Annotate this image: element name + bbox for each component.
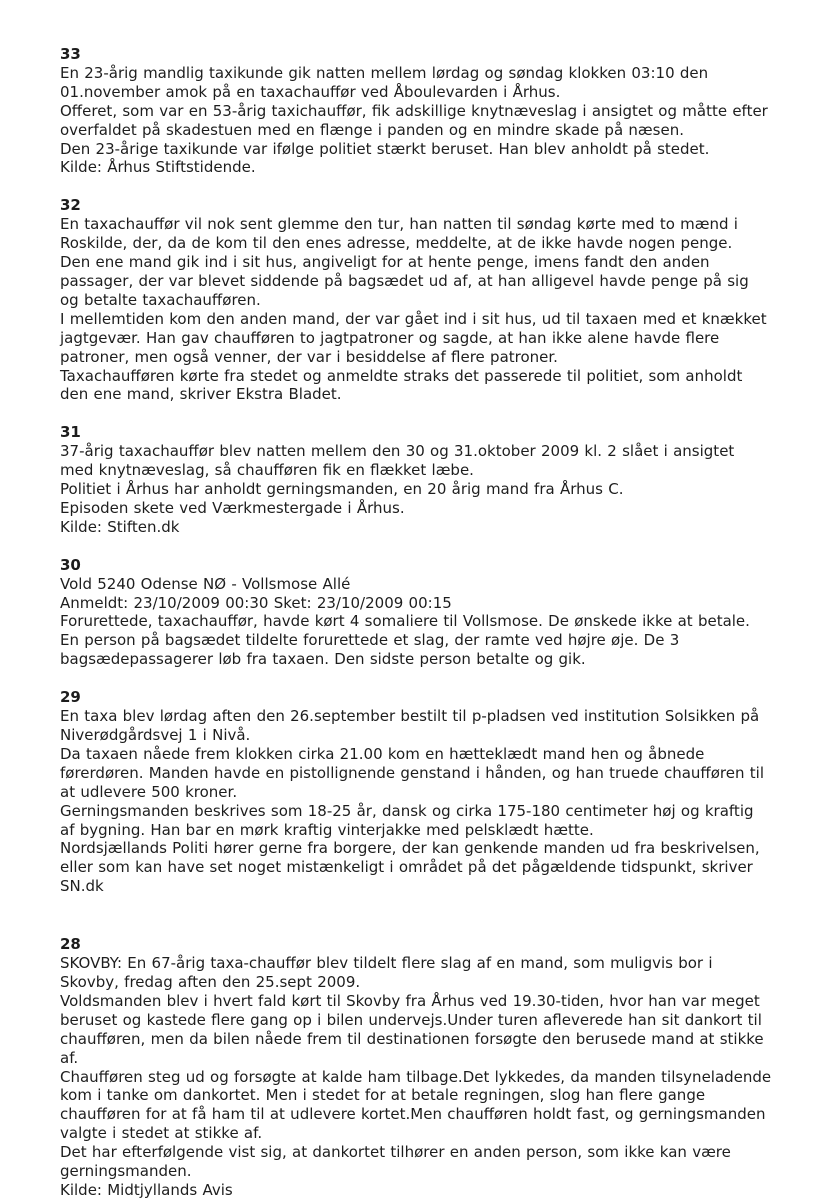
incident-section [60, 935, 772, 1200]
incident-paragraph: Episoden skete ved Værkmestergade i Århus. [60, 498, 405, 517]
incident-paragraph: Nordsjællands Politi hører gerne fra borgere, der kan genkende manden ud fra beskrivelsen, eller som kan have set noget mistænkeligt i området på det pågældende tidspunkt, skriver SN.dk [60, 839, 760, 896]
incident-section [60, 423, 772, 536]
incident-section [60, 688, 772, 896]
incident-paragraph: En 23-årig mandlig taxikunde gik natten mellem lørdag og søndag klokken 03:10 den 01.november amok på en taxachauffør ved Åboulevarden i Århus. [60, 63, 709, 101]
incident-number: 28 [60, 935, 81, 954]
incident-paragraph: Det har efterfølgende vist sig, at dankortet tilhører en anden person, som ikke kan være gerningsmanden. [60, 1143, 731, 1181]
incident-paragraph: Kilde: Stiften.dk [60, 517, 180, 536]
incident-paragraph: Vold 5240 Odense NØ - Vollsmose Allé [60, 574, 351, 593]
incident-paragraph: Den 23-årige taxikunde var ifølge politiet stærkt beruset. Han blev anholdt på stedet. [60, 139, 710, 158]
incident-number: 30 [60, 555, 81, 574]
incident-number: 31 [60, 423, 81, 442]
incident-paragraph: Chaufføren steg ud og forsøgte at kalde ham tilbage.Det lykkedes, da manden tilsyneladende kom i tanke om dankortet. Men i stedet for at betale regningen, slog han flere gange chaufføren for at få ham til at udlevere kortet.Men chaufføren holdt fast, og gerningsmanden valgte i stedet at stikke af. [60, 1067, 772, 1143]
incident-paragraph: Gerningsmanden beskrives som 18-25 år, dansk og cirka 175-180 centimeter høj og kraftig af bygning. Han bar en mørk kraftig vinterjakke med pelsklædt hætte. [60, 801, 754, 839]
incident-paragraph: I mellemtiden kom den anden mand, der var gået ind i sit hus, ud til taxaen med et knækket jagtgevær. Han gav chaufføren to jagtpatroner og sagde, at han ikke alene havde flere patroner, men også venner, der var i besiddelse af flere patroner. [60, 309, 767, 366]
incident-paragraph: 37-årig taxachauffør blev natten mellem den 30 og 31.oktober 2009 kl. 2 slået i ansigtet med knytnæveslag, så chaufføren fik en flækket læbe. [60, 442, 735, 480]
incident-paragraph: En taxa blev lørdag aften den 26.september bestilt til p-pladsen ved institution Solsikken på Niverødgårdsvej 1 i Nivå. [60, 707, 760, 744]
incident-paragraph: SKOVBY: En 67-årig taxa-chauffør blev tildelt flere slag af en mand, som muligvis bor i Skovby, fredag aften den 25.sept 2009. [60, 954, 713, 991]
incident-paragraph: Anmeldt: 23/10/2009 00:30 Sket: 23/10/2009 00:15 [60, 593, 452, 612]
incident-paragraph: Kilde: Århus Stiftstidende. [60, 158, 256, 177]
incident-paragraph: Taxachaufføren kørte fra stedet og anmeldte straks det passerede til politiet, som anholdt den ene mand, skriver Ekstra Bladet. [60, 366, 743, 404]
incident-number: 32 [60, 196, 81, 215]
incident-paragraph: Voldsmanden blev i hvert fald kørt til Skovby fra Århus ved 19.30-tiden, hvor han var meget beruset og kastede flere gang op i bilen undervejs.Under turen afleverede han sit dankort til chaufføren, men da bilen nåede frem til destinationen forsøgte den berusede mand at stikke af. [60, 991, 764, 1067]
incident-list [60, 45, 770, 1200]
incident-section [60, 45, 772, 177]
incident-section [60, 196, 772, 404]
incident-paragraph: Forurettede, taxachauffør, havde kørt 4 somaliere til Vollsmose. De ønskede ikke at betale. En person på bagsædet tildelte forurettede et slag, der ramte ved højre øje. De 3 bagsædepassagerer løb fra taxaen. Den sidste person betalte og gik. [60, 612, 750, 669]
incident-paragraph: Da taxaen nåede frem klokken cirka 21.00 kom en hætteklædt mand hen og åbnede førerdøren. Manden havde en pistollignende genstand i hånden, og han truede chaufføren til at udlevere 500 kroner. [60, 744, 764, 801]
incident-paragraph: Politiet i Århus har anholdt gerningsmanden, en 20 årig mand fra Århus C. [60, 480, 624, 499]
incident-number: 29 [60, 688, 81, 707]
incident-paragraph: Den ene mand gik ind i sit hus, angiveligt for at hente penge, imens fandt den anden passager, der var blevet siddende på bagsædet ud af, at han alligevel havde penge på sig og betalte taxachaufføren. [60, 253, 749, 309]
incident-number: 33 [60, 45, 81, 63]
incident-section [60, 556, 772, 669]
incident-paragraph: En taxachauffør vil nok sent glemme den tur, han natten til søndag kørte med to mænd i Roskilde, der, da de kom til den enes adresse, meddelte, at de ikke havde nogen penge. [60, 215, 738, 253]
incident-paragraph: Offeret, som var en 53-årig taxichauffør, fik adskillige knytnæveslag i ansigtet og måtte efter overfaldet på skadestuen med en flænge i panden og en mindre skade på næsen. [60, 101, 768, 139]
incident-paragraph: Kilde: Midtjyllands Avis [60, 1180, 233, 1199]
